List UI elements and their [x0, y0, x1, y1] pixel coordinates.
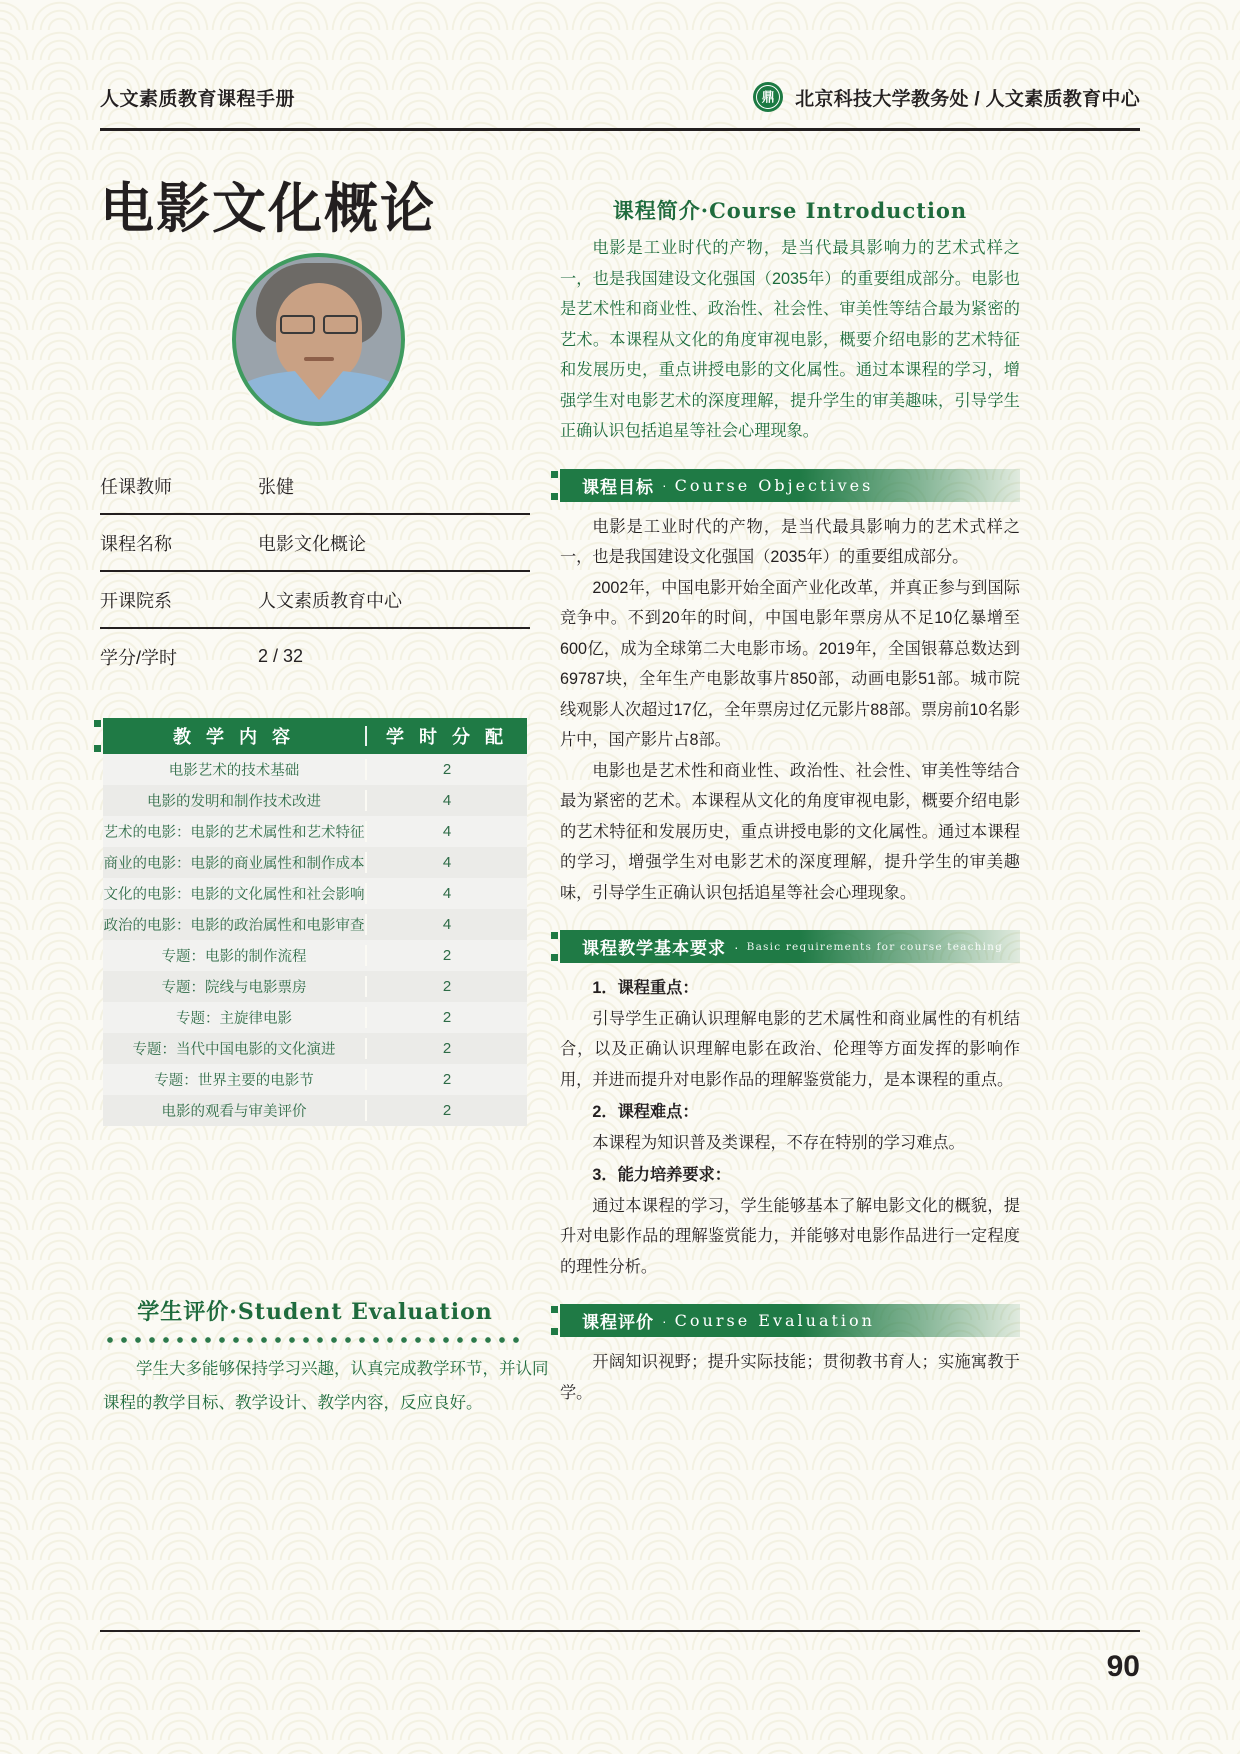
table-row	[103, 847, 527, 878]
table-row	[103, 1095, 527, 1126]
page-header	[100, 82, 1140, 112]
portrait-glasses	[280, 315, 358, 330]
syllabus-hours-cell: 2	[442, 1040, 452, 1057]
header-org	[753, 82, 1140, 112]
syllabus-table-header	[103, 718, 527, 754]
syllabus-hours-cell: 4	[442, 823, 452, 840]
table-row	[103, 940, 527, 971]
table-row	[103, 1033, 527, 1064]
requirement-heading: 2．课程难点：	[592, 1103, 699, 1121]
page-title: 电影文化概论	[100, 176, 436, 240]
header-manual-title: 人文素质教育课程手册	[100, 88, 296, 110]
info-value: 人文素质教育中心	[258, 590, 402, 611]
syllabus-topic-cell: 专题：主旋律电影	[103, 1007, 367, 1028]
course-evaluation-banner	[560, 1304, 1020, 1337]
syllabus-hours-cell: 2	[442, 947, 452, 964]
syllabus-topic-cell: 专题：院线与电影票房	[103, 976, 367, 997]
course-introduction-body: 电影是工业时代的产物，是当代最具影响力的艺术式样之一，也是我国建设文化强国（2035年）的重要组成部分。电影也是艺术性和商业性、政治性、社会性、审美性等结合最为紧密的艺术。本课程从文化的角度审视电影，概要介绍电影的艺术特征和发展历史，重点讲授电影的文化属性。通过本课程的学习，增强学生对电影艺术的深度理解，提升学生的审美趣味，引导学生正确认识包括追星等社会心理现象。	[560, 239, 1020, 440]
syllabus-header-separator	[365, 726, 367, 746]
student-evaluation-dotted-rule	[103, 1336, 527, 1344]
info-value: 电影文化概论	[258, 533, 366, 554]
banner-dot: ·	[662, 1312, 667, 1329]
portrait-mouth	[304, 357, 334, 361]
course-info-table	[100, 458, 530, 684]
table-row	[103, 878, 527, 909]
syllabus-topic-cell: 商业的电影：电影的商业属性和制作成本	[103, 852, 367, 873]
table-row	[103, 909, 527, 940]
syllabus-topic-cell: 专题：当代中国电影的文化演进	[103, 1038, 367, 1059]
syllabus-hours-cell: 2	[442, 1102, 452, 1119]
syllabus-hours-cell: 4	[442, 792, 452, 809]
instructor-portrait-avatar	[232, 253, 405, 426]
table-row	[103, 1002, 527, 1033]
info-row	[100, 629, 530, 684]
syllabus-topic-cell: 电影的观看与审美评价	[103, 1100, 367, 1121]
syllabus-topic-cell: 专题：电影的制作流程	[103, 945, 367, 966]
page-number: 90	[1106, 1650, 1140, 1683]
course-objectives-title-en: Course Objectives	[674, 475, 874, 495]
course-requirements-banner	[560, 930, 1020, 963]
syllabus-hours-cell: 4	[442, 854, 452, 871]
table-row	[103, 754, 527, 785]
course-evaluation-title-en: Course Evaluation	[674, 1311, 875, 1330]
info-row	[100, 458, 530, 515]
syllabus-hours-cell: 4	[442, 885, 452, 902]
course-objectives-banner	[560, 469, 1020, 502]
syllabus-hours-cell: 4	[442, 916, 452, 933]
syllabus-col-topic-header: 教 学 内 容	[172, 727, 295, 747]
course-evaluation-title-cn: 课程评价	[582, 1313, 654, 1332]
header-divider	[100, 128, 1140, 131]
info-label: 学分/学时	[100, 647, 178, 668]
course-objectives-paragraph: 2002年，中国电影开始全面产业化改革，并真正参与到国际竞争中。不到20年的时间，中国电影年票房从不足10亿暴增至600亿，成为全球第二大电影市场。2019年，全国银幕总数达到69787块，全年生产电影故事片850部，动画电影51部。城市院线观影人次超过17亿，全年票房过亿元影片88部。票房前10名影片中，国产影片占8部。	[560, 578, 1020, 749]
info-label: 课程名称	[100, 533, 172, 554]
right-column	[560, 195, 1020, 1408]
syllabus-topic-cell: 电影的发明和制作技术改进	[103, 790, 367, 811]
student-evaluation-title: 学生评价·Student Evaluation	[137, 1299, 493, 1325]
course-introduction-title: 课程简介·Course Introduction	[612, 198, 968, 223]
student-evaluation-body: 学生大多能够保持学习兴趣，认真完成教学环节，并认同课程的教学目标、教学设计、教学内容，反应良好。	[103, 1360, 549, 1412]
syllabus-hours-cell: 2	[442, 1071, 452, 1088]
info-value: 2 / 32	[258, 646, 304, 666]
syllabus-topic-cell: 艺术的电影：电影的艺术属性和艺术特征	[103, 821, 367, 842]
requirement-body: 本课程为知识普及类课程，不存在特别的学习难点。	[592, 1133, 965, 1152]
table-row	[103, 785, 527, 816]
course-objectives-title-cn: 课程目标	[582, 477, 654, 497]
syllabus-topic-cell: 专题：世界主要的电影节	[103, 1069, 367, 1090]
header-org-label: 北京科技大学教务处 / 人文素质教育中心	[795, 88, 1140, 110]
requirement-heading: 1．课程重点：	[592, 979, 699, 997]
info-label: 任课教师	[100, 476, 172, 497]
table-row	[103, 1064, 527, 1095]
syllabus-table	[103, 718, 527, 1126]
syllabus-topic-cell: 电影艺术的技术基础	[103, 759, 367, 780]
syllabus-topic-cell: 政治的电影：电影的政治属性和电影审查	[103, 914, 367, 935]
requirement-body: 引导学生正确认识理解电影的艺术属性和商业属性的有机结合，以及正确认识理解电影在政治、伦理等方面发挥的影响作用，并进而提升对电影作品的理解鉴赏能力，是本课程的重点。	[560, 1009, 1020, 1089]
requirement-body: 通过本课程的学习，学生能够基本了解电影文化的概貌，提升对电影作品的理解鉴赏能力，并能够对电影作品进行一定程度的理性分析。	[560, 1196, 1020, 1276]
table-row	[103, 816, 527, 847]
syllabus-hours-cell: 2	[442, 1009, 452, 1026]
course-requirements-title-en: Basic requirements for course teaching	[746, 940, 1004, 953]
info-row	[100, 572, 530, 629]
course-objectives-paragraph: 电影也是艺术性和商业性、政治性、社会性、审美性等结合最为紧密的艺术。本课程从文化的角度审视电影，概要介绍电影的艺术特征和发展历史，重点讲授电影的文化属性。通过本课程的学习，增强学生对电影艺术的深度理解，提升学生的审美趣味，引导学生正确认识包括追星等社会心理现象。	[560, 761, 1020, 902]
info-row	[100, 515, 530, 572]
course-requirements-title-cn: 课程教学基本要求	[582, 939, 726, 958]
banner-dot: ·	[662, 477, 667, 493]
syllabus-hours-cell: 2	[442, 761, 452, 778]
banner-dot: ·	[734, 938, 739, 955]
requirement-heading: 3．能力培养要求：	[592, 1166, 731, 1184]
table-row	[103, 971, 527, 1002]
syllabus-col-hours-header: 学 时 分 配	[385, 727, 508, 747]
course-objectives-paragraph: 电影是工业时代的产物，是当代最具影响力的艺术式样之一，也是我国建设文化强国（2035年）的重要组成部分。	[560, 517, 1020, 566]
ustb-seal-logo-icon: 鼎	[753, 82, 783, 112]
syllabus-hours-cell: 2	[442, 978, 452, 995]
info-value: 张健	[258, 476, 294, 497]
course-evaluation-body: 开阔知识视野；提升实际技能；贯彻教书育人；实施寓教于学。	[560, 1353, 1020, 1402]
info-label: 开课院系	[100, 590, 172, 611]
syllabus-topic-cell: 文化的电影：电影的文化属性和社会影响	[103, 883, 367, 904]
syllabus-rows	[103, 754, 527, 1126]
footer-divider	[100, 1630, 1140, 1632]
